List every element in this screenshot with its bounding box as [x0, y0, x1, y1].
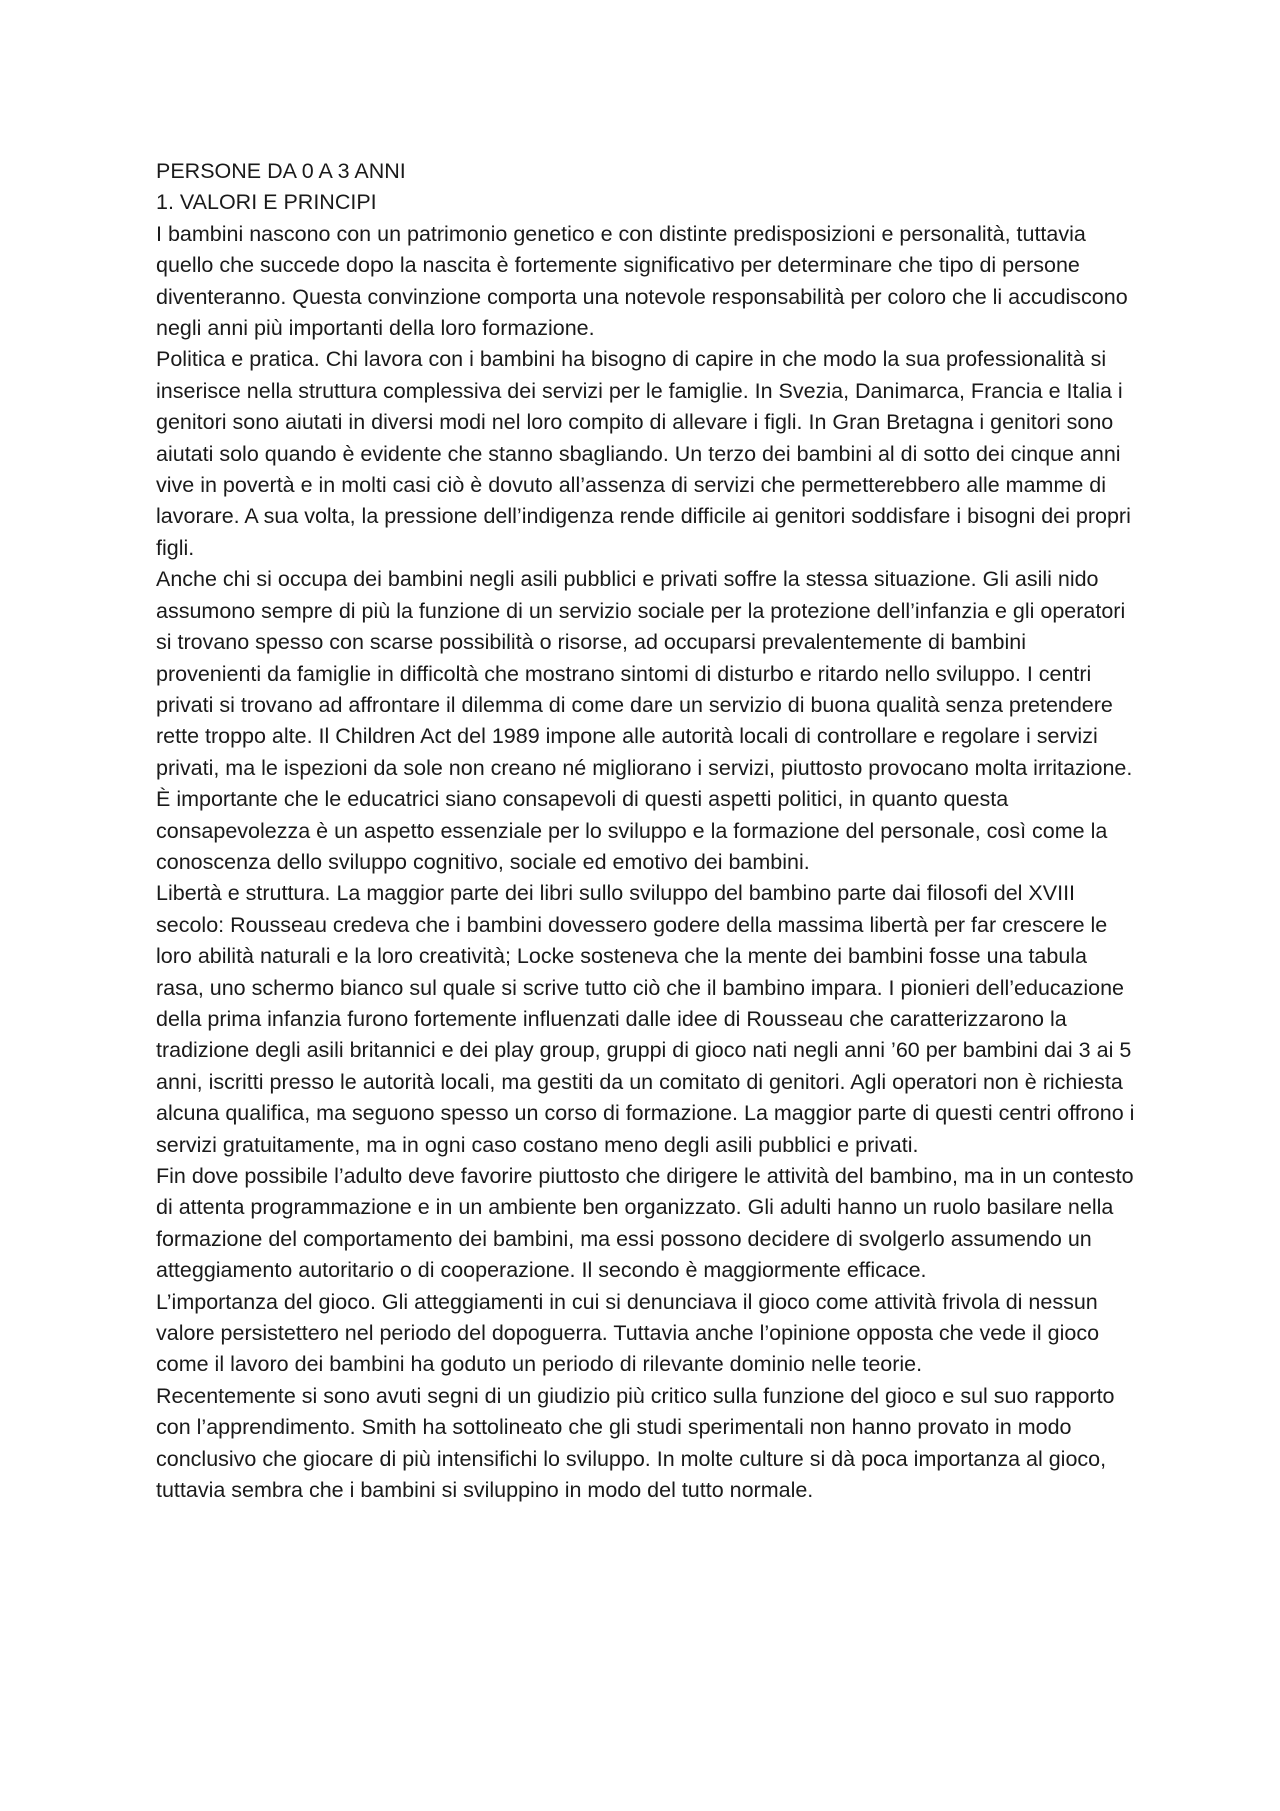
document-title: PERSONE DA 0 A 3 ANNI: [156, 159, 406, 183]
paragraph-asili: Anche chi si occupa dei bambini negli asili pubblici e privati soffre la stessa situazione. Gli asili nido assumono sempre di più la funzione di un servizio sociale per la protezione dell’infanzia e gli operatori si trovano spesso con scarse possibilità o risorse, ad occuparsi prevalentemente di bambini provenienti da famiglie in difficoltà che mostrano sintomi di disturbo e ritardo nello sviluppo. I centri privati si trovano ad affrontare il dilemma di come dare un servizio di buona qualità senza pretendere rette troppo alte. Il Children Act del 1989 impone alle autorità locali di controllare e regolare i servizi privati, ma le ispezioni da sole non creano né migliorano i servizi, piuttosto provocano molta irritazione. È importante che le educatrici siano consapevoli di questi aspetti politici, in quanto questa consapevolezza è un aspetto essenziale per lo sviluppo e la formazione del personale, così come la conoscenza dello sviluppo cognitivo, sociale ed emotivo dei bambini.: [156, 567, 1133, 874]
document-page: [156, 156, 1136, 1506]
section-heading: 1. VALORI E PRINCIPI: [156, 190, 377, 215]
paragraph-politica-e-pratica: Politica e pratica. Chi lavora con i bambini ha bisogno di capire in che modo la sua professionalità si inserisce nella struttura complessiva dei servizi per le famiglie. In Svezia, Danimarca, Francia e Italia i genitori sono aiutati in diversi modi nel loro compito di allevare i figli. In Gran Bretagna i genitori sono aiutati solo quando è evidente che stanno sbagliando. Un terzo dei bambini al di sotto dei cinque anni vive in povertà e in molti casi ciò è dovuto all’assenza di servizi che permetterebbero alle mamme di lavorare. A sua volta, la pressione dell’indigenza rende difficile ai genitori soddisfare i bisogni dei propri figli.: [156, 347, 1131, 560]
paragraph-intro: I bambini nascono con un patrimonio genetico e con distinte predisposizioni e personalità, tuttavia quello che succede dopo la nascita è fortemente significativo per determinare che tipo di persone diventeranno. Questa convinzione comporta una notevole responsabilità per coloro che li accudiscono negli anni più importanti della loro formazione.: [156, 221, 1128, 341]
paragraph-liberta-e-struttura: Libertà e struttura. La maggior parte dei libri sullo sviluppo del bambino parte dai filosofi del XVIII secolo: Rousseau credeva che i bambini dovessero godere della massima libertà per far crescere le loro abilità naturali e la loro creatività; Locke sosteneva che la mente dei bambini fosse una tabula rasa, uno schermo bianco sul quale si scrive tutto ciò che il bambino impara. I pionieri dell’educazione della prima infanzia furono fortemente influenzati dalle idee di Rousseau che caratterizzarono la tradizione degli asili britannici e dei play group, gruppi di gioco nati negli anni ’60 per bambini dai 3 ai 5 anni, iscritti presso le autorità locali, ma gestiti da un comitato di genitori. Agli operatori non è richiesta alcuna qualifica, ma seguono spesso un corso di formazione. La maggior parte di questi centri offrono i servizi gratuitamente, ma in ogni caso costano meno degli asili pubblici e privati.: [156, 881, 1135, 1157]
paragraph-ruolo-adulto: Fin dove possibile l’adulto deve favorire piuttosto che dirigere le attività del bambino, ma in un contesto di attenta programmazione e in un ambiente ben organizzato. Gli adulti hanno un ruolo basilare nella formazione del comportamento dei bambini, ma essi possono decidere di svolgerlo assumendo un atteggiamento autoritario o di cooperazione. Il secondo è maggiormente efficace.: [156, 1164, 1134, 1283]
paragraph-giudizio-critico: Recentemente si sono avuti segni di un giudizio più critico sulla funzione del gioco e sul suo rapporto con l’apprendimento. Smith ha sottolineato che gli studi sperimentali non hanno provato in modo conclusivo che giocare di più intensifichi lo sviluppo. In molte culture si dà poca importanza al gioco, tuttavia sembra che i bambini si sviluppino in modo del tutto normale.: [156, 1383, 1115, 1503]
paragraph-importanza-del-gioco: L’importanza del gioco. Gli atteggiamenti in cui si denunciava il gioco come attività frivola di nessun valore persistettero nel periodo del dopoguerra. Tuttavia anche l’opinione opposta che vede il gioco come il lavoro dei bambini ha goduto un periodo di rilevante dominio nelle teorie.: [156, 1289, 1100, 1377]
